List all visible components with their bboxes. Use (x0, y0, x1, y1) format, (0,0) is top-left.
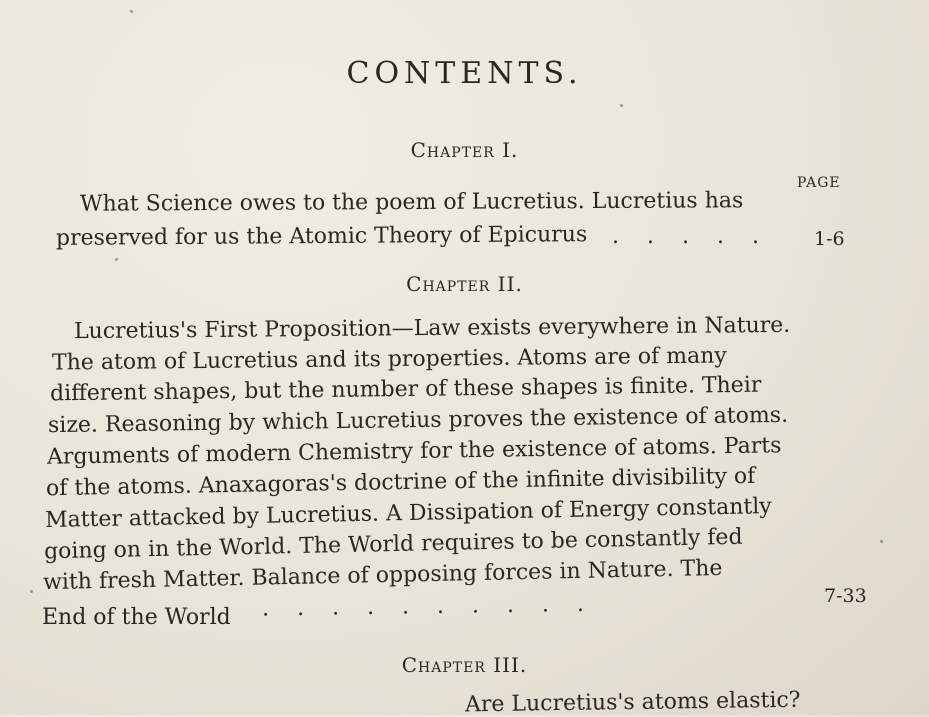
chapter-3-heading: Chapter III. (401, 653, 528, 677)
paper-speck (30, 590, 33, 593)
chapter-2-line-8: going on in the World. The World requires to be constantly fed (43, 524, 743, 565)
chapter-2-line-3: different shapes, but the number of these shapes is finite. Their (49, 372, 762, 407)
page-column-label: PAGE (797, 175, 841, 191)
chapter-2-line-1: Lucretius's First Proposition—Law exists everywhere in Nature. (73, 312, 791, 345)
chapter-1-heading: Chapter I. (410, 138, 519, 162)
chapter-1-line-1: What Science owes to the poem of Lucretius. Lucretius has (79, 188, 744, 217)
page-title: CONTENTS. (346, 56, 583, 91)
chapter-2-pages: 7-33 (824, 585, 867, 607)
chapter-2-line-9: with fresh Matter. Balance of opposing forces in Nature. The (42, 555, 723, 596)
chapter-2-line-5: Arguments of modern Chemistry for the existence of atoms. Parts (46, 433, 782, 470)
chapter-1-pages: 1-6 (814, 228, 845, 250)
paper-speck (880, 540, 883, 543)
chapter-2-heading: Chapter II. (406, 272, 523, 296)
chapter-2-line-10: End of the World (42, 605, 231, 630)
chapter-2-line-7: Matter attacked by Lucretius. A Dissipation of Energy constantly (44, 494, 772, 533)
chapter-1-line-2: preserved for us the Atomic Theory of Epicurus (55, 222, 588, 251)
paper-speck (130, 10, 133, 13)
chapter-2-line-2: The atom of Lucretius and its properties. Atoms are of many (51, 343, 727, 376)
leader-dots: ..... (612, 224, 787, 249)
chapter-2-line-4: size. Reasoning by which Lucretius proves the existence of atoms. (47, 402, 789, 439)
leader-dots: .......... (261, 591, 613, 622)
paper-speck (115, 258, 118, 261)
chapter-2-line-6: of the atoms. Anaxagoras's doctrine of the infinite divisibility of (45, 463, 756, 502)
paper-speck (620, 104, 623, 107)
chapter-3-line-1: Are Lucretius's atoms elastic? (464, 687, 801, 717)
